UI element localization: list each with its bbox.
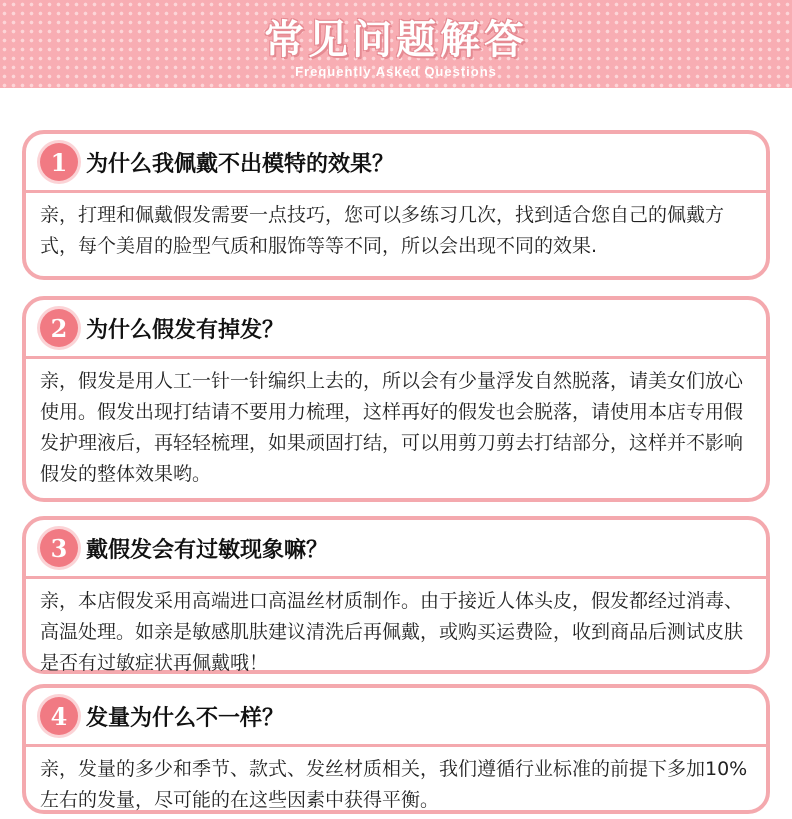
faq-card-1: [22, 130, 770, 280]
divider: [26, 576, 766, 579]
faq-answer: 亲，打理和佩戴假发需要一点技巧，您可以多练习几次，找到适合您自己的佩戴方式，每个美眉的脸型气质和服饰等等不同，所以会出现不同的效果.: [40, 204, 725, 257]
faq-question: 戴假发会有过敏现象嘛？: [86, 537, 329, 563]
faq-answer: 亲，发量的多少和季节、款式、发丝材质相关，我们遵循行业标准的前提下多加10%左右的发量，尽可能的在这些因素中获得平衡。: [40, 758, 748, 811]
divider: [26, 356, 766, 359]
question-number-badge: 2: [40, 309, 78, 347]
question-number-badge: 3: [40, 529, 78, 567]
faq-question: 发量为什么不一样？: [86, 705, 285, 731]
faq-answer: 亲，本店假发采用高端进口高温丝材质制作。由于接近人体头皮，假发都经过消毒、高温处理。如亲是敏感肌肤建议清洗后再佩戴，或购买运费险，收到商品后测试皮肤是否有过敏症状再佩戴哦！: [40, 590, 744, 674]
faq-answer: 亲，假发是用人工一针一针编织上去的，所以会有少量浮发自然脱落，请美女们放心使用。假发出现打结请不要用力梳理，这样再好的假发也会脱落，请使用本店专用假发护理液后，再轻轻梳理，如果顽固打结，可以用剪刀剪去打结部分，这样并不影响假发的整体效果哟。: [40, 370, 744, 485]
faq-question-row: [40, 308, 284, 348]
question-number-badge: 4: [40, 697, 78, 735]
divider: [26, 190, 766, 193]
faq-question: 为什么我佩戴不出模特的效果？: [86, 151, 395, 177]
divider: [26, 744, 766, 747]
faq-question-row: [40, 142, 394, 182]
faq-question-row: [40, 528, 328, 568]
page-title: 常见问题解答: [264, 17, 528, 63]
faq-card-4: [22, 684, 770, 814]
header-banner: [0, 0, 792, 88]
page-subtitle: Frequently Asked Questions: [295, 64, 497, 79]
faq-question: 为什么假发有掉发？: [86, 317, 285, 343]
faq-card-3: [22, 516, 770, 674]
faq-question-row: [40, 696, 284, 736]
question-number-badge: 1: [40, 143, 78, 181]
faq-card-2: [22, 296, 770, 502]
